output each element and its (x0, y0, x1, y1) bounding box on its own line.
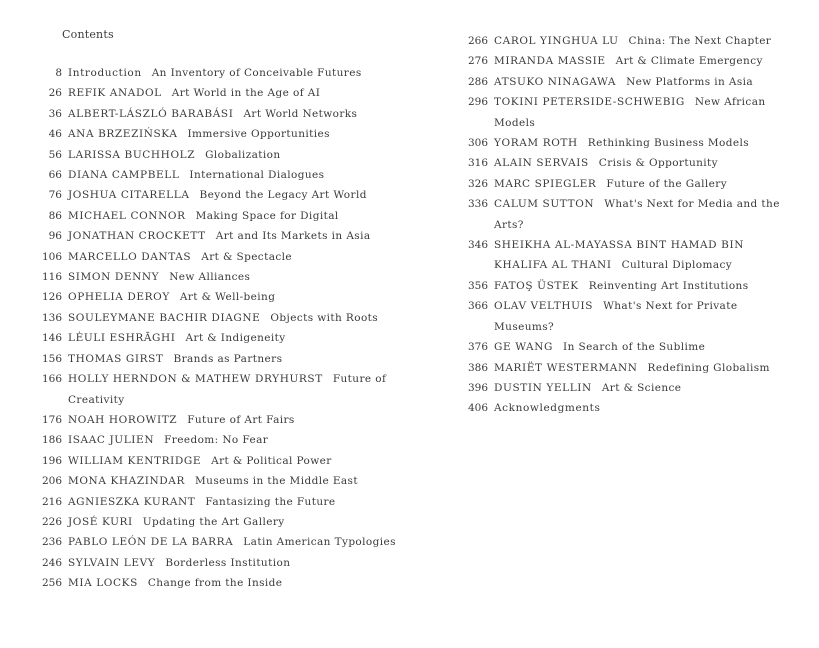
page-number: 266 (467, 35, 488, 47)
entry-topic: Art & Spectacle (201, 250, 293, 263)
contents-entry (24, 104, 398, 124)
entry-topic: Objects with Roots (270, 311, 379, 324)
entry-author: MIA LOCKS (68, 577, 138, 590)
entry-author: LARISSA BUCHHOLZ (68, 148, 196, 161)
contents-entry (450, 51, 794, 71)
contents-entry (450, 337, 794, 357)
page-number: 256 (41, 577, 62, 590)
contents-entry (24, 247, 398, 267)
entry-author: ISAAC JULIEN (68, 434, 155, 447)
page-number: 116 (41, 271, 62, 284)
page-number: 366 (467, 300, 488, 313)
entry-author: LĖULI ESHRĀGHI (68, 332, 176, 345)
entry-topic: Art World in the Age of AI (171, 87, 321, 100)
contents-entry (450, 31, 794, 51)
contents-entry (24, 349, 398, 369)
page-number: 396 (467, 381, 488, 394)
entry-author: MONA KHAZINDAR (68, 475, 185, 488)
contents-entry (24, 410, 398, 430)
contents-entry (24, 451, 398, 471)
contents-entry (450, 358, 794, 378)
page-number: 176 (41, 413, 62, 426)
entry-author: CAROL YINGHUA LU (494, 35, 619, 47)
entry-author: CALUM SUTTON (494, 198, 595, 211)
entry-author: MARC SPIEGLER (494, 177, 597, 190)
entry-topic: What's Next for Media and the Arts? (494, 198, 780, 231)
entry-author: ALAIN SERVAIS (494, 157, 589, 170)
entry-topic: International Dialogues (189, 169, 325, 182)
entry-author: Introduction (68, 67, 142, 79)
entry-topic: Future of Art Fairs (187, 413, 295, 426)
entry-author: MICHAEL CONNOR (68, 209, 186, 222)
entry-author: FATOŞ ÜSTEK (494, 279, 579, 292)
page-number: 206 (41, 475, 62, 488)
contents-entry (450, 235, 794, 276)
page-number: 96 (48, 230, 62, 243)
entry-topic: Fantasizing the Future (205, 495, 336, 508)
page-number: 386 (467, 361, 488, 374)
entry-topic: New Alliances (169, 271, 251, 284)
page-number: 226 (41, 515, 62, 528)
entry-topic: Making Space for Digital (195, 209, 339, 222)
page-title: Contents (62, 28, 114, 41)
entry-author: NOAH HOROWITZ (68, 413, 178, 426)
entry-author: DIANA CAMPBELL (68, 169, 180, 182)
contents-entry (24, 532, 398, 552)
entry-author: ATSUKO NINAGAWA (494, 75, 617, 88)
page-number: 86 (48, 209, 62, 222)
page-number: 286 (467, 75, 488, 88)
entry-author: DUSTIN YELLIN (494, 381, 592, 394)
entry-topic: In Search of the Sublime (563, 341, 706, 354)
contents-column-right (450, 31, 800, 419)
contents-entry (24, 145, 398, 165)
entry-author: SYLVAIN LEVY (68, 556, 156, 569)
page-number: 316 (467, 157, 488, 170)
contents-entry (450, 153, 794, 173)
entry-author: JOSÉ KURI (68, 515, 133, 528)
page-number: 66 (48, 169, 62, 182)
entry-topic: What's Next for Private Museums? (494, 300, 738, 333)
entry-author: OPHELIA DEROY (68, 291, 170, 304)
contents-entry (450, 72, 794, 92)
page-number: 346 (467, 239, 488, 252)
entry-author: OLAV VELTHUIS (494, 300, 594, 313)
page-number: 106 (41, 250, 62, 263)
entry-author: ALBERT-LÁSZLÓ BARABÁSI (68, 107, 234, 120)
entry-topic: Redefining Globalism (647, 361, 770, 374)
page-number: 236 (41, 536, 62, 549)
entry-author: TOKINI PETERSIDE-SCHWEBIG (494, 96, 685, 109)
entry-topic: Art & Climate Emergency (615, 55, 763, 68)
entry-topic: An Inventory of Conceivable Futures (151, 67, 362, 79)
contents-entry (450, 398, 794, 418)
entry-topic: Museums in the Middle East (195, 475, 358, 488)
page-number: 26 (48, 87, 62, 100)
contents-entry (24, 573, 398, 593)
page-number: 36 (48, 107, 62, 120)
contents-entry (24, 512, 398, 532)
entry-topic: Art & Well-being (179, 291, 276, 304)
page-number: 136 (41, 311, 62, 324)
contents-entry (24, 63, 398, 83)
entry-author: SIMON DENNY (68, 271, 160, 284)
entry-topic: Art & Indigeneity (185, 332, 286, 345)
entry-author: REFIK ANADOL (68, 87, 162, 100)
page-number: 126 (41, 291, 62, 304)
contents-entry (24, 553, 398, 573)
contents-entry (24, 369, 398, 410)
entry-topic: Future of Creativity (68, 373, 387, 406)
entry-topic: Immersive Opportunities (187, 128, 330, 141)
contents-entry (450, 174, 794, 194)
page-number: 306 (467, 137, 488, 150)
page-number: 166 (41, 373, 62, 386)
contents-entry (24, 287, 398, 307)
page-number: 326 (467, 177, 488, 190)
page-number: 76 (48, 189, 62, 202)
contents-entry (450, 276, 794, 296)
entry-topic: China: The Next Chapter (628, 35, 772, 47)
contents-entry (450, 92, 794, 133)
entry-author: PABLO LEÓN DE LA BARRA (68, 536, 234, 549)
page-number: 336 (467, 198, 488, 211)
page-number: 406 (467, 402, 488, 415)
entry-topic: Reinventing Art Institutions (588, 279, 749, 292)
entry-topic: Art & Political Power (211, 454, 332, 467)
contents-entry (450, 296, 794, 337)
contents-entry (24, 328, 398, 348)
contents-entry (450, 378, 794, 398)
page-number: 156 (41, 352, 62, 365)
entry-author: AGNIESZKA KURANT (68, 495, 196, 508)
page-number: 296 (467, 96, 488, 109)
page-number: 356 (467, 279, 488, 292)
entry-author: SOULEYMANE BACHIR DIAGNE (68, 311, 261, 324)
entry-topic: Crisis & Opportunity (598, 157, 719, 170)
contents-entry (24, 206, 398, 226)
entry-topic: Latin American Typologies (243, 536, 396, 549)
entry-author: JONATHAN CROCKETT (68, 230, 206, 243)
entry-author: JOSHUA CITARELLA (68, 189, 190, 202)
entry-author: MARIËT WESTERMANN (494, 361, 638, 374)
entry-author: SHEIKHA AL-MAYASSA BINT HAMAD BIN KHALIFA AL THANI (494, 239, 744, 272)
page-number: 246 (41, 556, 62, 569)
contents-entry (24, 185, 398, 205)
entry-author: YORAM ROTH (494, 137, 578, 150)
contents-entry (24, 308, 398, 328)
entry-topic: Beyond the Legacy Art World (199, 189, 367, 202)
entry-topic: Art & Science (601, 381, 682, 394)
entry-author: MARCELLO DANTAS (68, 250, 192, 263)
page-number: 46 (48, 128, 62, 141)
entry-author: MIRANDA MASSIE (494, 55, 606, 68)
entry-topic: Freedom: No Fear (164, 434, 269, 447)
entry-topic: Art World Networks (243, 107, 358, 120)
page-number: 276 (467, 55, 488, 68)
entry-topic: Updating the Art Gallery (142, 515, 285, 528)
contents-entry (450, 194, 794, 235)
contents-entry (24, 226, 398, 246)
contents-entry (24, 165, 398, 185)
entry-author: WILLIAM KENTRIDGE (68, 454, 202, 467)
contents-entry (24, 83, 398, 103)
entry-topic: New Platforms in Asia (626, 75, 754, 88)
entry-author: GE WANG (494, 341, 554, 354)
entry-topic: Brands as Partners (173, 352, 283, 365)
entry-topic: Art and Its Markets in Asia (215, 230, 371, 243)
page-number: 146 (41, 332, 62, 345)
contents-entry (24, 430, 398, 450)
contents-entry (450, 133, 794, 153)
entry-topic: Cultural Diplomacy (621, 259, 733, 272)
page-number: 376 (467, 341, 488, 354)
page-number: 186 (41, 434, 62, 447)
entry-topic: Future of the Gallery (606, 177, 728, 190)
entry-topic: Rethinking Business Models (587, 137, 750, 150)
entry-topic: Borderless Institution (165, 556, 291, 569)
page-number: 196 (41, 454, 62, 467)
entry-author: Acknowledgments (494, 402, 601, 415)
page-number: 216 (41, 495, 62, 508)
entry-author: ANA BRZEZIŃSKA (68, 128, 178, 141)
contents-entry (24, 492, 398, 512)
page-number: 56 (48, 148, 62, 161)
contents-entry (24, 124, 398, 144)
entry-topic: Change from the Inside (147, 577, 283, 590)
entry-author: THOMAS GIRST (68, 352, 164, 365)
entry-topic: New African Models (494, 96, 766, 129)
contents-entry (24, 267, 398, 287)
entry-topic: Globalization (205, 148, 281, 161)
entry-author: HOLLY HERNDON & MATHEW DRYHURST (68, 373, 323, 386)
contents-entry (24, 471, 398, 491)
contents-column-left (24, 63, 404, 594)
page-number: 8 (55, 67, 62, 79)
